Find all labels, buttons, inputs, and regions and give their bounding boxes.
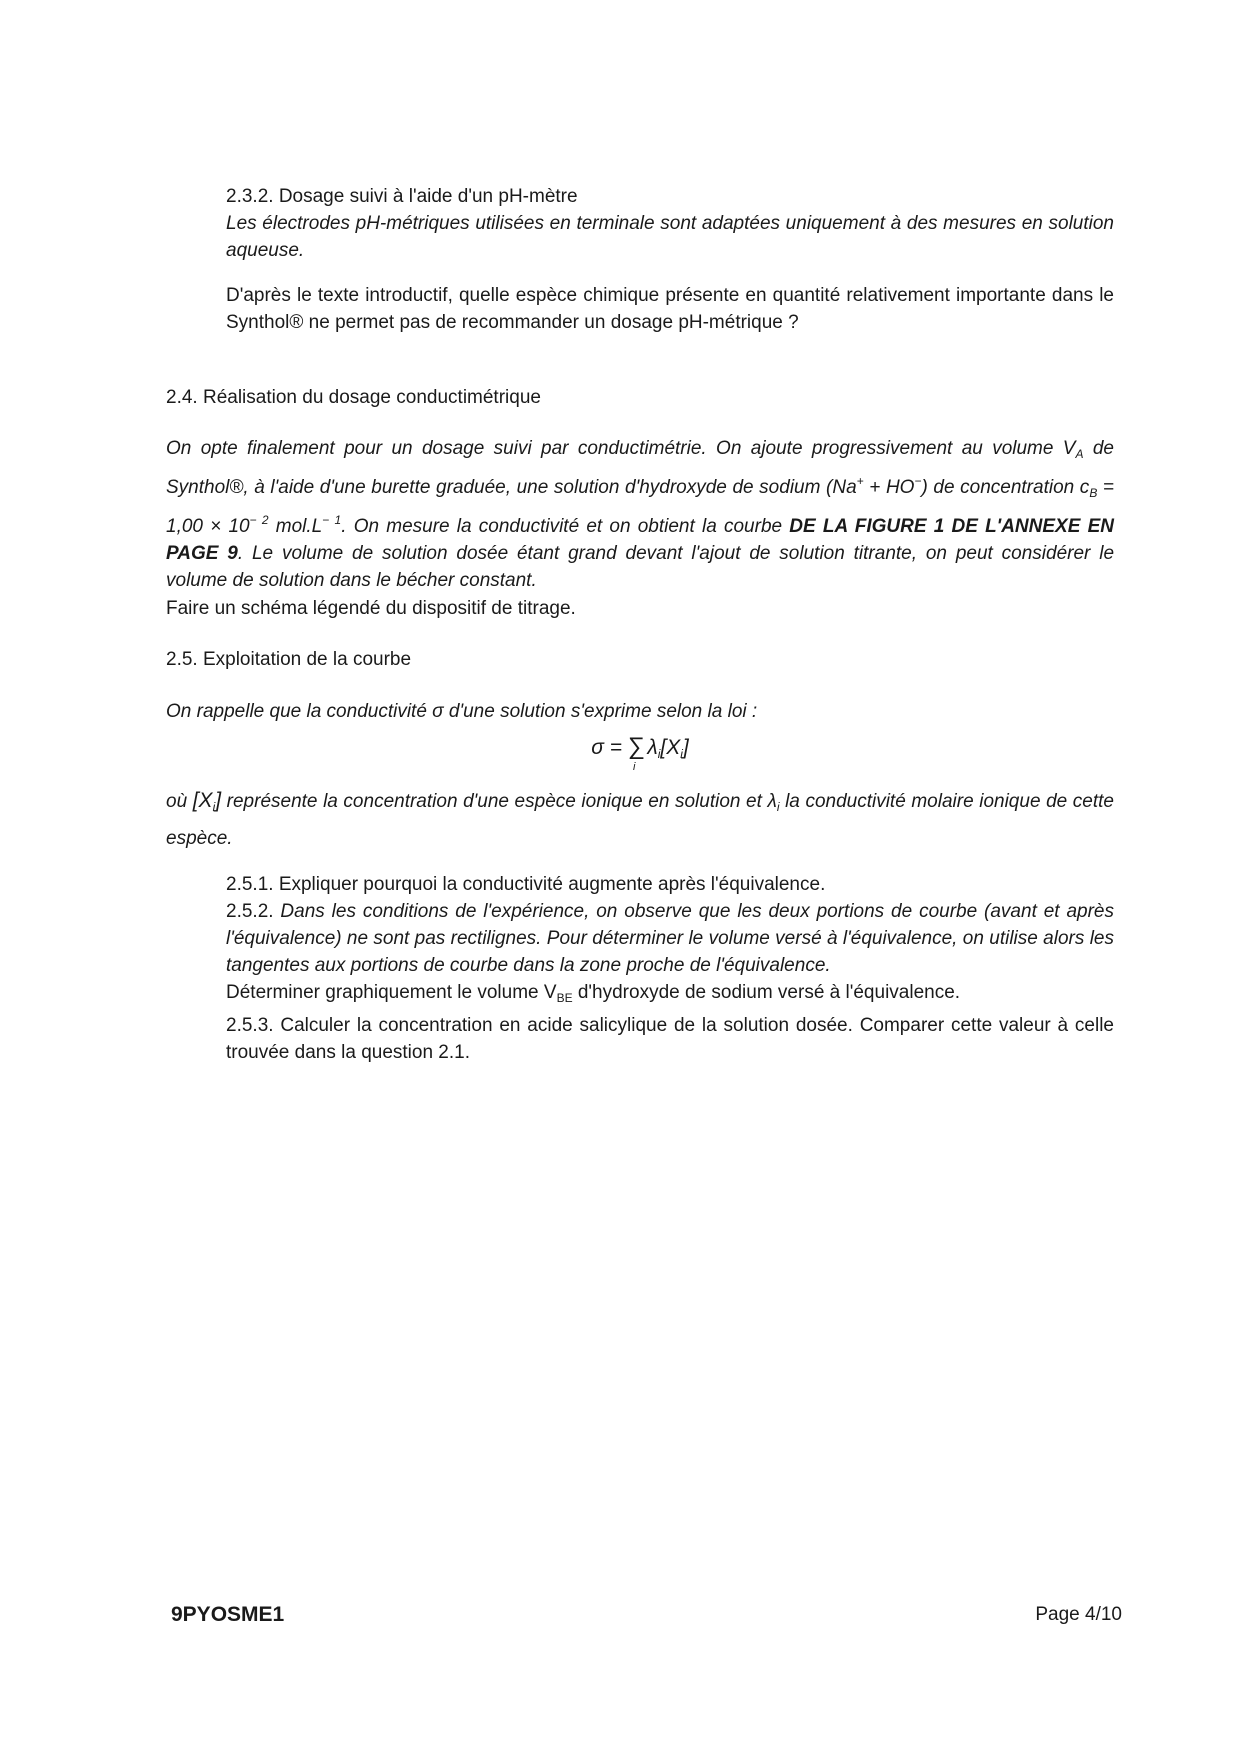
italic-note: Les électrodes pH-métriques utilisées en terminale sont adaptées uniquement à des mesures en solution aqueuse.: [226, 213, 1114, 261]
figure-reference: DE LA FIGURE 1 DE L'ANNEXE EN PAGE 9: [166, 516, 1114, 564]
paragraph: On opte finalement pour un dosage suivi par conductimétrie. On ajoute progressivement au volume $V_A$ de Synthol®, à l'aide d'une burette graduée, une solution d'hydroxyde de sodium (Na+ + HO−) de concentration $c_B = 1,00 \times 10^{- 2}$ $mol.L^{- 1}$. On mesure la conductivité et on obtient la courbe DE LA FIGURE 1 DE L'ANNEXE EN PAGE 9. Le volume de solution dosée étant grand devant l'ajout de solution titrante, on peut considérer le volume de solution dans le bécher constant.: [166, 438, 1115, 591]
questions-2-5: [226, 871, 1114, 1066]
section-2-4-paragraph: [166, 435, 1114, 594]
section-heading: 2.5. Exploitation de la courbe: [166, 649, 412, 670]
section-heading: 2.3.2. Dosage suivi à l'aide d'un pH-mètre: [226, 186, 578, 207]
section-2-3-2: [226, 183, 1114, 264]
question-2-3-2: [226, 282, 1114, 336]
question-2-5-2-task: Déterminer graphiquement le volume $V_{BE}$ d'hydroxyde de sodium versé à l'équivalence.: [226, 982, 961, 1005]
section-2-5-heading: [166, 646, 1114, 673]
question-2-5-1: 2.5.1. Expliquer pourquoi la conductivité augmente après l'équivalence.: [226, 874, 826, 895]
formula-explanation: où $[X_i]$ représente la concentration d'une espèce ionique en solution et $\lambda_i$ la conductivité molaire ionique de cette espèce.: [166, 789, 1114, 849]
question-2-5-2: 2.5.2. Dans les conditions de l'expérience, on observe que les deux portions de courbe (avant et après l'équivalence) ne sont pas rectilignes. Pour déterminer le volume versé à l'équivalence, on utilise alors les tangentes aux portions de courbe dans la zone proche de l'équivalence.: [226, 901, 1114, 976]
intro-text: On rappelle que la conductivité σ d'une solution s'exprime selon la loi :: [166, 701, 758, 722]
section-heading: 2.4. Réalisation du dosage conductimétrique: [166, 387, 541, 408]
document-code: 9PYOSME1: [171, 1603, 285, 1626]
section-2-4-heading: [166, 384, 1114, 411]
question-text: D'après le texte introductif, quelle espèce chimique présente en quantité relativement importante dans le Synthol® ne permet pas de recommander un dosage pH-métrique ?: [226, 285, 1114, 333]
question-text: Faire un schéma légendé du dispositif de titrage.: [166, 598, 576, 619]
question-2-5-3: 2.5.3. Calculer la concentration en acide salicylique de la solution dosée. Comparer cette valeur à celle trouvée dans la question 2.1.: [226, 1015, 1114, 1063]
page-number: Page 4/10: [1035, 1604, 1122, 1625]
conductivity-formula: $\sigma = \sum_i\lambda_i[X_i]$: [591, 733, 689, 773]
section-2-5-intro: [166, 698, 1114, 725]
question-2-4: [166, 595, 1114, 622]
